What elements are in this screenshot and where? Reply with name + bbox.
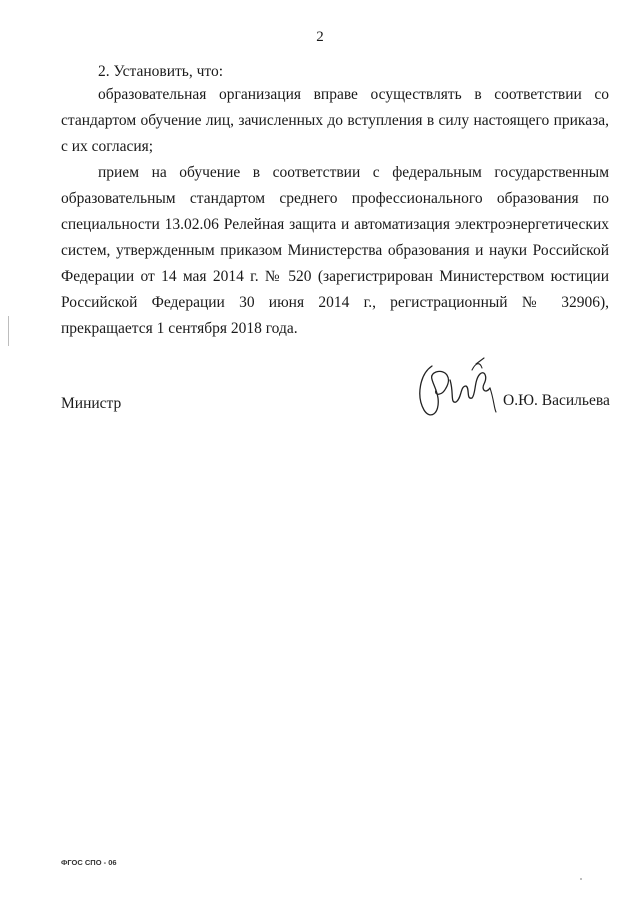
handwritten-signature — [410, 352, 510, 432]
scan-margin-mark — [8, 316, 9, 346]
page-number: 2 — [316, 29, 324, 45]
document-code: ФГОС СПО - 06 — [61, 858, 117, 867]
signatory-name: О.Ю. Васильева — [503, 392, 610, 409]
section-heading: 2. Установить, что: — [98, 63, 224, 80]
scan-speck — [580, 878, 582, 880]
paragraph-admission-termination: прием на обучение в соответствии с федеральным государственным образовательным стандартом среднего профессионального образования по специальности 13.02.06 Релейная защита и автоматизация электроэнергетических систем, утвержденным приказом Министерства образования и науки Российской Федерации от 14 мая 2014 г. № 520 (зарегистрирован Министерством юстиции Российской Федерации 30 июня 2014 г., регистрационный № 32906), прекращается 1 сентября 2018 года. — [61, 164, 609, 337]
paragraph-transition-provision: образовательная организация вправе осуществлять в соответствии со стандартом обучение лиц, зачисленных до вступления в силу настоящего приказа, с их согласия; — [61, 86, 609, 155]
signatory-title: Министр — [61, 395, 122, 412]
